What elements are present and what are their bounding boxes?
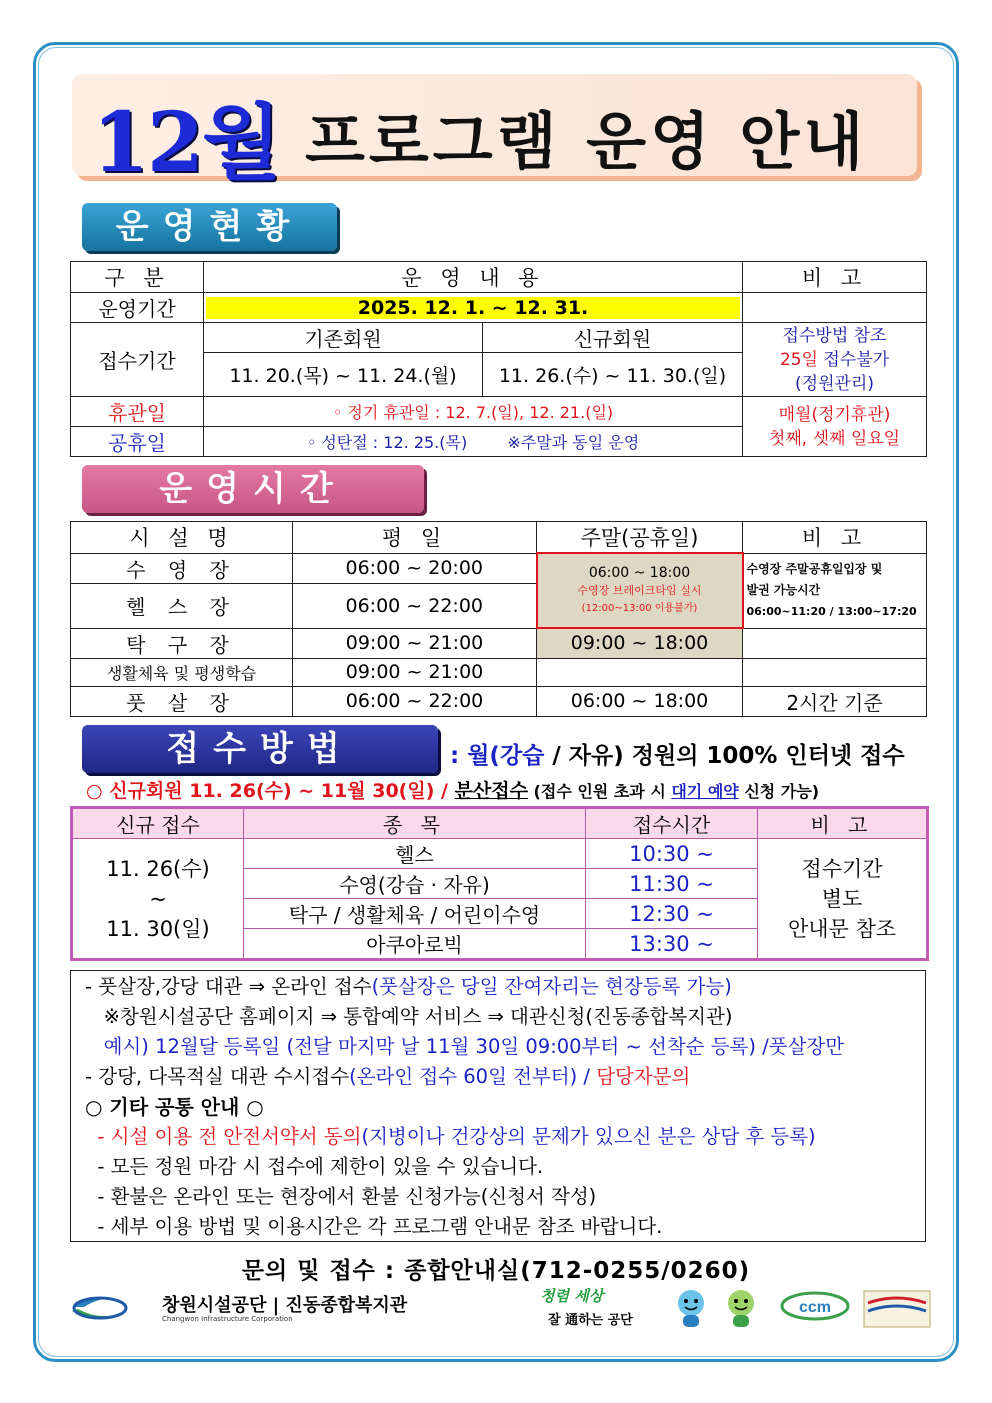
time-table-tennis: 12:30 ~ bbox=[586, 899, 758, 929]
slogan: 청렴 세상 bbox=[540, 1287, 604, 1305]
header-new-reg: 신규 접수 bbox=[72, 808, 244, 839]
notice-line-8: - 환불은 온라인 또는 현장에서 환불 신청가능(신청서 작성) bbox=[85, 1185, 597, 1208]
pool-note-line-1: 수영장 주말공휴일입장 및 bbox=[746, 562, 883, 576]
time-gym: 10:30 ~ bbox=[586, 839, 758, 869]
closed-note-line-1: 매월(정기휴관) bbox=[778, 404, 891, 425]
holiday-weekend-note: ※주말과 동일 운영 bbox=[507, 433, 640, 452]
futsal-weekday: 06:00 ~ 22:00 bbox=[293, 686, 537, 716]
holiday-christmas: ◦ 성탄절 : 12. 25.(목) bbox=[306, 433, 468, 452]
registration-summary-rest: / 자유) 정원의 100% 인터넷 접수 bbox=[544, 743, 905, 769]
notice-common-heading: ○ 기타 공통 안내 ○ bbox=[85, 1095, 264, 1119]
mascot-green-icon bbox=[720, 1287, 762, 1329]
section-heading-hours: 운영시간 bbox=[82, 465, 424, 513]
corporation-logo-icon bbox=[70, 1291, 148, 1325]
futsal-note: 2시간 기준 bbox=[743, 686, 927, 716]
mascot-blue-icon bbox=[670, 1287, 712, 1329]
registration-summary bbox=[450, 737, 905, 770]
closed-note-line-2: 첫째, 셋째 일요일 bbox=[768, 428, 901, 449]
reg-label: 접수기간 bbox=[71, 323, 204, 397]
ccm-text: ccm bbox=[798, 1299, 832, 1316]
pool-note-line-2: 발권 가능시간 bbox=[746, 583, 821, 597]
header-weekday: 평 일 bbox=[293, 522, 537, 554]
waitlist-link[interactable]: 대기 예약 bbox=[671, 782, 739, 801]
title-month: 12월 bbox=[92, 95, 280, 191]
org-english: Changwon Infrastructure Corporation bbox=[162, 1315, 293, 1323]
notice-safety-pledge: - 시설 이용 전 안전서약서 동의 bbox=[85, 1125, 362, 1148]
registration-summary-prefix: : bbox=[450, 743, 468, 769]
notice-online-60: (온라인 접수 60일 전부터) / bbox=[349, 1065, 597, 1088]
footer bbox=[70, 1285, 930, 1335]
certification-emblem-icon bbox=[862, 1289, 932, 1329]
header-note: 비 고 bbox=[758, 808, 928, 839]
notice-line-6 bbox=[85, 1122, 925, 1152]
notice-contact-staff: 담당자문의 bbox=[596, 1065, 691, 1088]
closed-value: ◦ 정기 휴관일 : 12. 7.(일), 12. 21.(일) bbox=[204, 397, 743, 427]
reg-note bbox=[758, 839, 928, 960]
notice-futsal-onsite: (풋살장은 당일 잔여자리는 현장등록 가능) bbox=[371, 975, 732, 998]
pool-note bbox=[743, 553, 927, 628]
closed-label: 휴관일 bbox=[71, 397, 204, 427]
org-name: 창원시설공단 | 진동종합복지관 bbox=[162, 1295, 408, 1316]
section-heading-status: 운영현황 bbox=[82, 203, 337, 251]
reg-note-line-3: (정원관리) bbox=[795, 373, 874, 394]
reg-dates bbox=[72, 839, 244, 960]
new-member-dates: 11. 26.(수) ~ 11. 30.(일) bbox=[483, 353, 743, 397]
notice-health-consult: (지병이나 건강상의 문제가 있으신 분은 상담 후 등록) bbox=[361, 1125, 816, 1148]
reg-date-tilde: ~ bbox=[149, 886, 167, 911]
notice-line-9: - 세부 이용 방법 및 이용시간은 각 프로그램 안내문 참조 바랍니다. bbox=[85, 1215, 663, 1238]
registration-summary-monthly: 월(강습 bbox=[467, 743, 545, 769]
table-tennis-note bbox=[743, 628, 927, 658]
reg-date-start: 11. 26(수) bbox=[106, 856, 210, 881]
split-registration: 분산접수 bbox=[454, 780, 528, 802]
overflow-note-b: 신청 가능) bbox=[738, 782, 820, 801]
notice-line-2: ※창원시설공단 홈페이지 ⇒ 통합예약 서비스 ⇒ 대관신청(진동종합복지관) bbox=[85, 1005, 733, 1028]
time-aquarobic: 13:30 ~ bbox=[586, 929, 758, 960]
program-aquarobic: 아쿠아로빅 bbox=[244, 929, 586, 960]
futsal-weekend: 06:00 ~ 18:00 bbox=[537, 686, 743, 716]
registration-table bbox=[70, 806, 929, 961]
header-note: 비 고 bbox=[743, 522, 927, 554]
table-tennis-weekend: 09:00 ~ 18:00 bbox=[537, 628, 743, 658]
closed-note bbox=[743, 397, 927, 457]
pool-note-line-3: 06:00~11:20 / 13:00~17:20 bbox=[746, 605, 917, 618]
header-note: 비 고 bbox=[743, 262, 927, 293]
header-facility: 시 설 명 bbox=[71, 522, 293, 554]
existing-member-dates: 11. 20.(목) ~ 11. 24.(월) bbox=[204, 353, 483, 397]
notice-line-1 bbox=[85, 972, 925, 1002]
lifelong-note bbox=[743, 658, 927, 686]
facility-pool: 수 영 장 bbox=[71, 553, 293, 583]
notice-line-3: 예시) 12월달 등록일 (전달 마지막 날 11월 30일 09:00부터 ~ 선착순 등록) /풋살장만 bbox=[85, 1035, 845, 1058]
notice-rental: - 풋살장,강당 대관 ⇒ 온라인 접수 bbox=[85, 975, 372, 998]
reg-note-line-1: 접수방법 참조 bbox=[782, 325, 887, 346]
contact-info: 문의 및 접수 : 종합안내실(712-0255/0260) bbox=[241, 1258, 751, 1284]
title-text: 프로그램 운영 안내 bbox=[305, 105, 868, 178]
pool-weekend bbox=[537, 553, 743, 628]
table-tennis-weekday: 09:00 ~ 21:00 bbox=[293, 628, 537, 658]
header-content: 운 영 내 용 bbox=[204, 262, 743, 293]
new-member-registration-line bbox=[86, 776, 819, 803]
period-label: 운영기간 bbox=[71, 293, 204, 323]
reg-note-line-1: 접수기간 bbox=[801, 856, 883, 881]
reg-note-day: 25일 bbox=[779, 349, 818, 370]
header-reg-time: 접수시간 bbox=[586, 808, 758, 839]
facility-gym: 헬 스 장 bbox=[71, 583, 293, 628]
program-table-tennis: 탁구 / 생활체육 / 어린이수영 bbox=[244, 899, 586, 929]
lifelong-weekday: 09:00 ~ 21:00 bbox=[293, 658, 537, 686]
existing-member-label: 기존회원 bbox=[204, 323, 483, 353]
pool-break-detail: (12:00~13:00 이용불가) bbox=[581, 602, 698, 614]
gym-weekday: 06:00 ~ 22:00 bbox=[293, 583, 537, 628]
new-member-label: 신규회원 bbox=[483, 323, 743, 353]
status-table bbox=[70, 261, 927, 457]
reg-note-line-2: 별도 bbox=[821, 886, 863, 911]
notice-line-7: - 모든 정원 마감 시 접수에 제한이 있을 수 있습니다. bbox=[85, 1155, 544, 1178]
time-swim: 11:30 ~ bbox=[586, 869, 758, 899]
ccm-logo-icon bbox=[780, 1291, 850, 1325]
new-member-period: ○ 신규회원 11. 26(수) ~ 11월 30(일) / bbox=[86, 780, 455, 802]
notice-line-4 bbox=[85, 1062, 925, 1092]
header-category: 구 분 bbox=[71, 262, 204, 293]
header-weekend: 주말(공휴일) bbox=[537, 522, 743, 554]
header-program: 종 목 bbox=[244, 808, 586, 839]
facility-lifelong: 생활체육 및 평생학습 bbox=[71, 658, 293, 686]
section-heading-registration: 접수방법 bbox=[82, 725, 438, 773]
notice-box bbox=[70, 970, 926, 1242]
period-value: 2025. 12. 1. ~ 12. 31. bbox=[206, 297, 740, 319]
notice-hall-rental: - 강당, 다목적실 대관 수시접수 bbox=[85, 1065, 350, 1088]
reg-note bbox=[743, 323, 927, 397]
facility-futsal: 풋 살 장 bbox=[71, 686, 293, 716]
hours-table bbox=[70, 521, 927, 717]
reg-note-line-3: 안내문 참조 bbox=[787, 916, 897, 941]
lifelong-weekend bbox=[537, 658, 743, 686]
reg-date-end: 11. 30(일) bbox=[106, 916, 210, 941]
pool-weekday: 06:00 ~ 20:00 bbox=[293, 553, 537, 583]
holiday-value bbox=[204, 427, 743, 457]
reg-note-line-2: 접수불가 bbox=[818, 349, 890, 370]
pool-weekend-hours: 06:00 ~ 18:00 bbox=[588, 564, 691, 581]
overflow-note-a: (접수 인원 초과 시 bbox=[527, 782, 672, 801]
pool-break-time: 수영장 브레이크타임 실시 bbox=[577, 583, 702, 597]
slogan-sub: 잘 通하는 공단 bbox=[548, 1313, 633, 1328]
period-note bbox=[743, 293, 927, 323]
program-swim: 수영(강습 · 자유) bbox=[244, 869, 586, 899]
facility-table-tennis: 탁 구 장 bbox=[71, 628, 293, 658]
holiday-label: 공휴일 bbox=[71, 427, 204, 457]
program-gym: 헬스 bbox=[244, 839, 586, 869]
